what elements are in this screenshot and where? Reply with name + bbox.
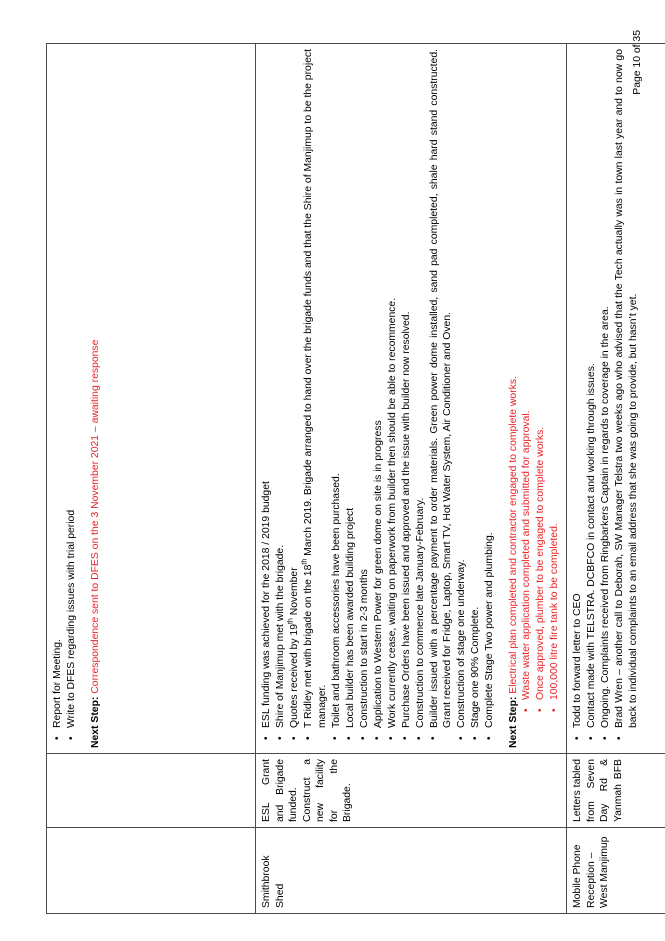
table-row	[256, 44, 567, 914]
row-item-label: Smithbrook Shed	[261, 855, 286, 908]
list-item: • 100,000 litre fire tank to be completed.	[548, 49, 562, 700]
progress-bullet-list	[260, 49, 497, 748]
row-item-label: Mobile Phone Reception – West Manjimup	[572, 836, 611, 908]
row-description-cell	[256, 754, 567, 828]
row-item-cell	[47, 828, 256, 914]
next-step-line	[89, 49, 103, 748]
list-item: • Contact made with TELSTRA. DCBFCO in contact and working through issues.	[585, 49, 599, 728]
list-item: • Waste water application completed and submitted for approval.	[520, 49, 534, 700]
list-item: • Toilet and bathroom accessories have been purchased.	[330, 49, 344, 728]
next-step-text: Correspondence sent to DFES on the 3 November 2021 – awaiting response	[89, 339, 101, 694]
list-item: • Shire of Manjimup met with the brigade.	[274, 49, 288, 728]
list-item: • Stage one 90% Complete.	[469, 49, 483, 728]
list-item: • Builder issued with a percentage payment to order materials. Green power dome installed, sand pad completed, shale hard stand constructed. Grant received for Fridge, Laptop, Smart TV, Hot Water System, Air Conditioner and Oven.	[428, 49, 455, 728]
list-item: • ESL funding was achieved for the 2018 / 2019 budget	[260, 49, 274, 728]
list-item: • Construction to commence late January-February.	[414, 49, 428, 728]
table-row	[567, 44, 665, 914]
progress-bullet-list	[571, 49, 640, 748]
row-detail-cell	[47, 44, 256, 754]
list-item: • T Ridley met with brigade on the 18th March 2019. Brigade arranged to hand over the brigade funds and that the Shire of Manjimup to be the project manager.	[302, 49, 329, 728]
next-step-label: Next Step:	[507, 696, 519, 748]
list-item: • Ongoing. Complaints received from Ringbarkers Captain in regards to coverage in the area.	[599, 49, 613, 728]
next-step-text: Electrical plan completed and contractor engaged to complete works.	[507, 376, 519, 694]
row-description-cell	[567, 754, 665, 828]
list-item: • Todd to forward letter to CEO	[571, 49, 585, 728]
list-item: • Application to Western Power for green dome on site is in progress	[372, 49, 386, 728]
row-detail-cell	[567, 44, 665, 754]
list-item: • Quotes received by 19th November	[288, 49, 302, 728]
list-item: • Construction to start in 2-3 months	[358, 49, 372, 728]
list-item: • Report for Meeting.	[51, 49, 65, 728]
list-item: • Local builder has been awarded building project	[344, 49, 358, 728]
row-description-text	[51, 759, 65, 822]
list-item: • Write to DFES regarding issues with trial period	[65, 49, 79, 728]
list-item: • Complete Stage Two power and plumbing.	[483, 49, 497, 728]
row-detail-cell	[256, 44, 567, 754]
progress-bullet-list	[51, 49, 79, 748]
row-description-text: Letters tabled from Seven Day Rd & Yanmah BFB	[572, 759, 624, 822]
next-step-bullet-list	[520, 49, 562, 748]
list-item: • Purchase Orders have been issued and approved and the issue with builder now resolved.	[400, 49, 414, 728]
row-description-text: ESL Grant and Brigade funded. Construct a new facility for the Brigade.	[261, 759, 354, 822]
list-item: • Brad Wren – another call to Deborah, SW Manager Telstra two weeks ago who advised that the Tech actually was in town last year and to now go back to individual complaints to an email address that she was going to provide, but hasn’t yet.	[613, 49, 640, 728]
row-item-cell	[256, 828, 567, 914]
page-number-footer: Page 10 of 35	[632, 30, 643, 95]
row-item-cell	[567, 828, 665, 914]
list-item: • Construction of stage one underway.	[455, 49, 469, 728]
next-step-label: Next Step:	[89, 696, 101, 748]
next-step-line	[507, 49, 521, 748]
table-row	[47, 44, 256, 914]
list-item: • Work currently cease, waiting on paperwork from builder then should be able to recommence.	[386, 49, 400, 728]
list-item: • Once approved, plumber to be engaged to complete works.	[534, 49, 548, 700]
status-report-table	[46, 43, 665, 914]
row-description-cell	[47, 754, 256, 828]
